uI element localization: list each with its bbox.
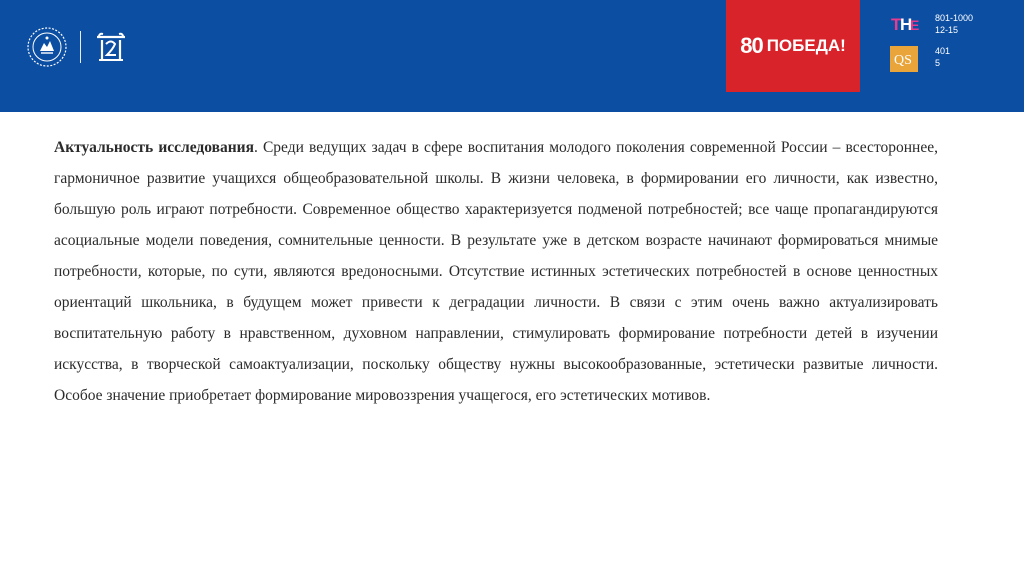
svg-text:QS: QS [894,53,912,68]
the-ranking-line1: 801-1000 [935,13,974,23]
university-emblem-icon [26,26,68,68]
qs-ranking-line1: 401 [935,46,951,56]
the-ranking-text [935,12,973,36]
paragraph-lead: Актуальность исследования [54,139,254,156]
logo-group [26,26,129,68]
faculty-emblem-icon [93,29,129,65]
badge-number: 80 [740,33,763,58]
main-paragraph [54,132,938,411]
qs-ranking-text [935,45,950,69]
badge-word: ПОБЕДА! [766,36,846,55]
qs-ranking-logo [890,46,918,72]
paragraph-body: . Среди ведущих задач в сфере воспитания молодого поколения современной России – всестороннее, гармоничное развитие учащихся общеобразовательной школы. В жизни человека, в формировании его личности, как известно, большую роль играют потребности. Современное общество характеризуется подменой потребностей; все чаще пропагандируются асоциальные модели поведения, сомнительные ценности. В результате уже в детском возрасте начинают формироваться мнимые потребности, которые, по сути, являются вредоносными. Отсутствие истинных эстетических потребностей в основе ценностных ориентаций школьника, в будущем может привести к деградации личности. В связи с этим очень важно актуализировать воспитательную работу в нравственном, духовном направлении, стимулировать формирование потребности детей в изучении искусства, в творческой самоактуализации, поскольку обществу нужны высокообразованные, эстетически развитые личности. Особое значение приобретает формирование мировоззрения учащегося, его эстетических мотивов. [54,139,938,404]
svg-text:T: T [891,15,902,34]
the-ranking-line2: 12-15 [935,25,959,35]
logo-divider [80,31,81,63]
header-bar [0,0,1024,112]
svg-text:H: H [900,15,913,34]
svg-text:E: E [910,17,920,33]
victory-80-badge [726,0,860,92]
qs-ranking-line2: 5 [935,58,941,68]
the-ranking-logo [890,12,918,34]
